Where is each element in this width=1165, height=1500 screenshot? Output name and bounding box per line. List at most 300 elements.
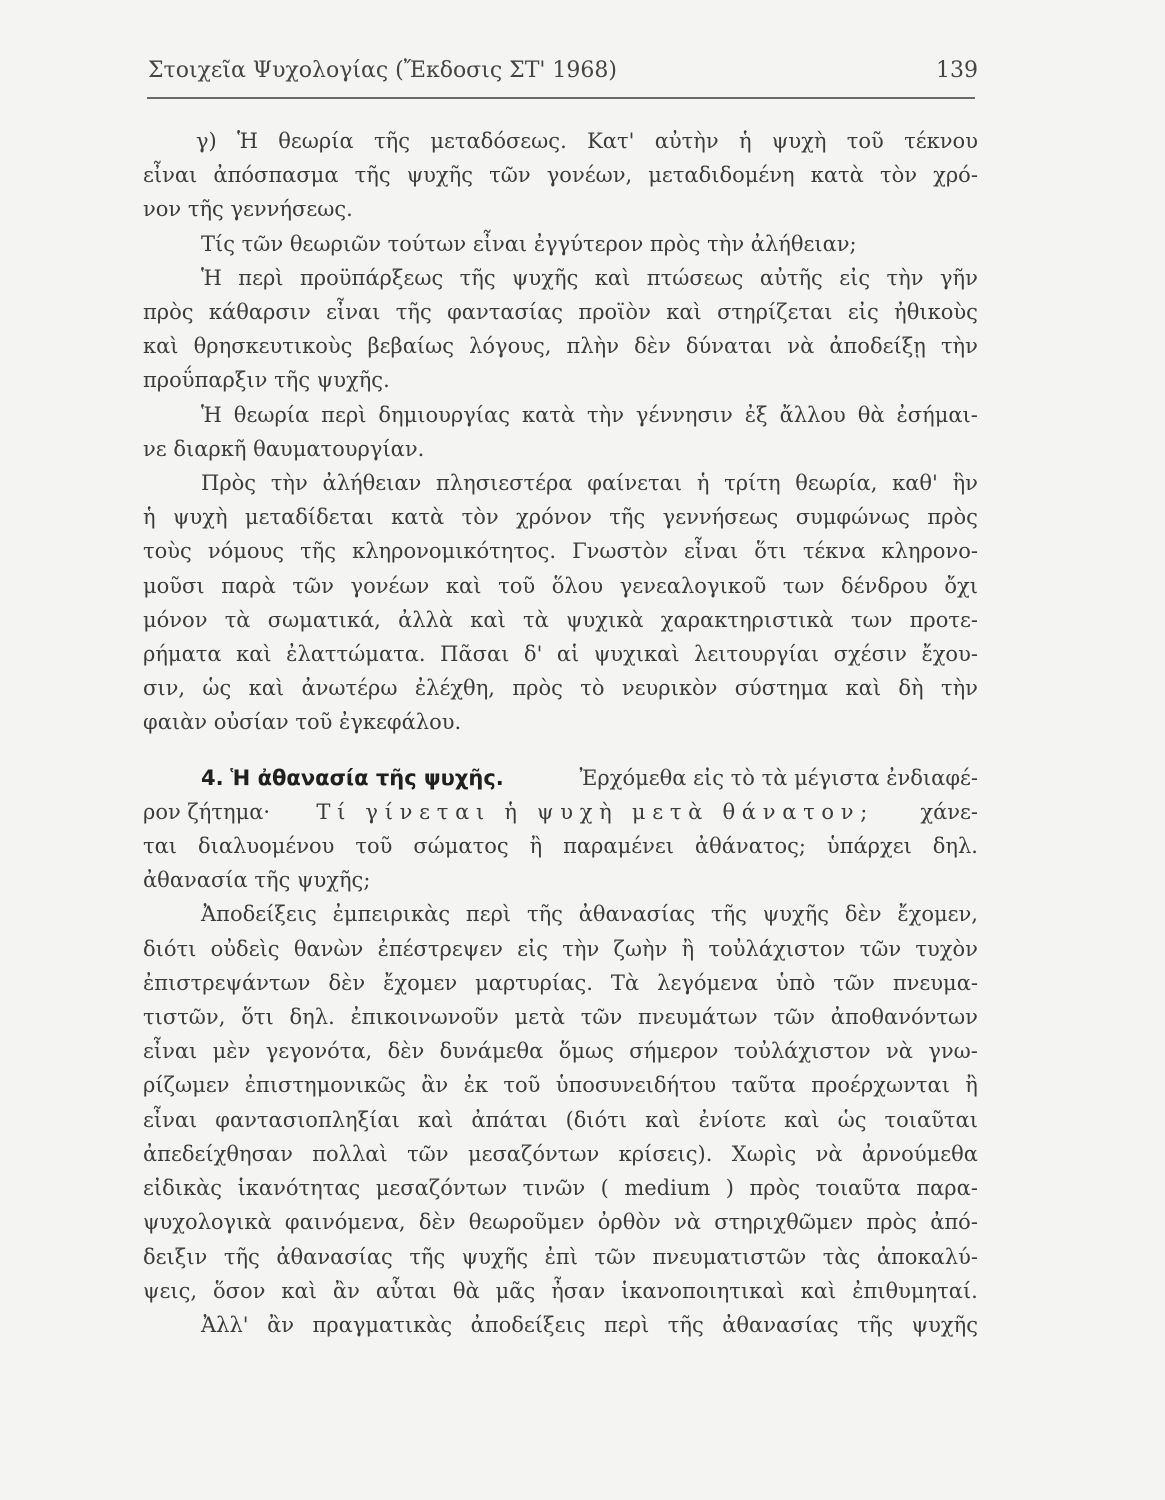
word: δὲν xyxy=(844,902,882,927)
word: γέννησιν xyxy=(635,402,733,427)
word: εἰδικὰς xyxy=(143,1176,223,1201)
word: ἐπιστρεψάντων xyxy=(143,970,311,995)
text-line xyxy=(143,500,978,534)
word: ἱκανότητας xyxy=(237,1176,361,1201)
word: παρὰ xyxy=(221,573,276,598)
word: ἣν xyxy=(952,471,978,496)
word: τὴν xyxy=(270,471,308,496)
word: οὐδεὶς xyxy=(210,936,280,961)
word: αὗται xyxy=(375,1278,437,1303)
section-line2-end: χάνε- xyxy=(920,799,978,824)
word: θεωρία, xyxy=(795,471,878,496)
text-line xyxy=(143,1000,978,1034)
word: μεσαζόντων xyxy=(467,1141,600,1166)
word: τῆς xyxy=(223,1244,260,1269)
word: κατὰ xyxy=(521,402,576,427)
word: ται xyxy=(143,834,178,859)
word: γνω- xyxy=(928,1039,978,1064)
word: εἶναι xyxy=(143,163,198,188)
word: πρὸς xyxy=(143,300,194,325)
word: τοῦ xyxy=(503,1073,541,1098)
word: λειτουργίαι xyxy=(694,642,820,667)
word: ἐπιστημονικῶς xyxy=(244,1073,406,1098)
word: ἀπόσπασμα xyxy=(213,163,339,188)
word: ἱκανοποιητικαὶ xyxy=(621,1278,785,1303)
page-number: 139 xyxy=(936,58,978,83)
text-line xyxy=(143,829,978,863)
word: μεταδιδομένη xyxy=(648,163,795,188)
word: τῆς xyxy=(409,1244,446,1269)
word: περὶ xyxy=(465,902,512,927)
word: τῆς xyxy=(609,505,646,530)
word: πλὴν xyxy=(566,334,619,359)
word: ἀθανασίας xyxy=(276,1244,393,1269)
word: νόμους xyxy=(207,539,285,564)
word: τὴν xyxy=(886,265,924,290)
word: περὶ xyxy=(321,402,367,427)
text-line xyxy=(143,1068,978,1102)
word: τὰς xyxy=(822,1244,861,1269)
word: ἐλέχθη, xyxy=(414,676,495,701)
word: νὰ xyxy=(674,1210,701,1235)
word: ρήματα xyxy=(143,642,222,667)
word: τῆς xyxy=(395,300,432,325)
word: ἀνωτέρω xyxy=(301,676,398,701)
word: κληρονομικότητος. xyxy=(352,539,557,564)
word: γεγονότα, xyxy=(265,1039,373,1064)
word: φαίνεται xyxy=(587,471,683,496)
word: ἀθανασίας xyxy=(722,1312,839,1337)
word: καὶ xyxy=(143,334,179,359)
word: τὴν xyxy=(940,676,978,701)
word: ψυχῆς xyxy=(406,163,474,188)
word: τὸ xyxy=(580,676,605,701)
word: πρὸς xyxy=(866,1210,917,1235)
word: Τὰ xyxy=(610,970,640,995)
word: Ἡ xyxy=(201,402,222,427)
word: τὰ xyxy=(224,607,251,632)
word: τοὐλάχιστον xyxy=(708,936,846,961)
word: φαντασιοπληξίαι xyxy=(215,1107,400,1132)
word: καὶ xyxy=(594,265,631,290)
word: ) xyxy=(725,1176,734,1201)
word: καθ' xyxy=(892,471,938,496)
word: περὶ xyxy=(238,265,284,290)
word: μετὰ xyxy=(514,1005,565,1030)
word: ἡ xyxy=(738,129,752,153)
word: ὡς xyxy=(202,676,232,701)
word: δ' xyxy=(523,642,543,667)
text-line xyxy=(143,534,978,568)
text-line xyxy=(143,637,978,671)
word: διαλυομένου xyxy=(197,834,335,859)
word: τοῦ xyxy=(355,834,393,859)
word: σωματικά, xyxy=(267,607,381,632)
word: θεωρία xyxy=(278,129,354,153)
text-line: προΰπαρξιν τῆς ψυχῆς. xyxy=(143,368,390,393)
word: λεγόμενα xyxy=(657,970,759,995)
word: ψεις, xyxy=(143,1278,198,1303)
word: ἄλλου xyxy=(779,402,846,427)
word: γεννήσεως xyxy=(662,505,779,530)
word: τινῶν xyxy=(522,1176,586,1201)
word: Πρὸς xyxy=(201,471,257,496)
word: ἀπεδείχθησαν xyxy=(143,1141,293,1166)
word: ἀλλὰ xyxy=(398,607,454,632)
word: σιν, xyxy=(143,676,186,701)
word: δειξιν xyxy=(143,1244,208,1269)
word: εἶναι xyxy=(143,1039,198,1064)
text-line xyxy=(143,569,978,603)
word: μεσαζόντων xyxy=(375,1176,508,1201)
word: αὐτῆς xyxy=(759,265,823,290)
word: γενεαλογικοῦ xyxy=(619,573,767,598)
word: δηλ. xyxy=(932,834,978,859)
word: τὴν xyxy=(587,402,624,427)
word: θρησκευτικοὺς xyxy=(193,334,353,359)
word: ὄχι xyxy=(944,573,978,598)
word: ἂν xyxy=(267,1312,295,1337)
word: τῶν xyxy=(594,1244,636,1269)
word: ἂν xyxy=(332,1278,360,1303)
word: εἶναι xyxy=(143,1107,198,1132)
text-line xyxy=(143,398,978,432)
word: προϊὸν xyxy=(578,300,651,325)
word: ὑπάρχει xyxy=(826,834,912,859)
word: τοιαῦται xyxy=(884,1107,978,1132)
word: ψυχικαὶ xyxy=(593,642,680,667)
word: ταῦτα xyxy=(731,1073,796,1098)
word: ἢ xyxy=(529,834,543,859)
word: τὰ xyxy=(523,607,549,632)
word: κληρονο- xyxy=(881,539,978,564)
text-line: νον τῆς γεννήσεως. xyxy=(143,197,353,222)
word: τὴν xyxy=(562,936,600,961)
word: τὸν xyxy=(879,163,917,188)
word: θεωροῦμεν xyxy=(468,1210,585,1235)
text-line xyxy=(143,932,978,966)
word: ψυχῆς xyxy=(512,265,579,290)
word: πολλαὶ xyxy=(312,1141,388,1166)
word: medium xyxy=(624,1176,711,1201)
word: μεταδόσεως. xyxy=(430,129,567,153)
text-line xyxy=(143,124,978,158)
word: ἂν xyxy=(421,1073,449,1098)
word: Κατ' xyxy=(587,129,635,153)
word: Ἀλλ' xyxy=(201,1312,249,1337)
word: ψυχὴ xyxy=(172,505,228,530)
word: ἐμπειρικὰς xyxy=(332,902,451,927)
word: στηριχθῶμεν xyxy=(714,1210,854,1235)
text-line xyxy=(143,329,978,363)
word: καὶ xyxy=(666,300,702,325)
word: τοὺς xyxy=(143,539,192,564)
word: δύναται xyxy=(685,334,773,359)
section-heading-line xyxy=(143,761,978,795)
word: δημιουργίας xyxy=(378,402,510,427)
word: ἠθικοὺς xyxy=(894,300,978,325)
text-line xyxy=(143,158,978,192)
word: των xyxy=(850,607,893,632)
word: πνευμάτων xyxy=(638,1005,758,1030)
text-line xyxy=(143,261,978,295)
word: ἐξ xyxy=(744,402,768,427)
text-line: Τίς τῶν θεωριῶν τούτων εἶναι ἐγγύτερον πρὸς τὴν ἀλήθειαν; xyxy=(201,231,857,256)
word: ἀποδείξεις xyxy=(470,1312,586,1337)
word: παρα- xyxy=(916,1176,978,1201)
word: μὲν xyxy=(212,1039,251,1064)
word: ζωὴν xyxy=(613,936,668,961)
word: τῶν xyxy=(580,1005,623,1030)
word: Γνωστὸν xyxy=(572,539,668,564)
word: πρὸς xyxy=(512,676,563,701)
text-line xyxy=(143,1103,978,1137)
text-line xyxy=(143,1137,978,1171)
word: ἢ xyxy=(965,1073,978,1098)
word: ἀρνούμεθα xyxy=(861,1141,978,1166)
word: ὅλου xyxy=(551,573,604,598)
word: δηλ. xyxy=(289,1005,335,1030)
word: θεωρία xyxy=(233,402,310,427)
word: κατὰ xyxy=(810,163,864,188)
word: δὴ xyxy=(898,676,924,701)
word: θανὼν xyxy=(293,936,364,961)
body-text xyxy=(143,124,978,1342)
word: ἀποκαλύ- xyxy=(876,1244,978,1269)
word: περὶ xyxy=(603,1312,650,1337)
text-line xyxy=(143,671,978,705)
text-line: νε διαρκῆ θαυματουργίαν. xyxy=(143,436,425,461)
word: τῆς xyxy=(354,163,391,188)
word: κρίσεις). xyxy=(618,1141,713,1166)
word: μᾶς xyxy=(495,1278,536,1303)
word: ψυχῆς xyxy=(762,902,830,927)
word: προέρχωνται xyxy=(811,1073,950,1098)
word: εἶναι xyxy=(683,539,739,564)
word: καὶ xyxy=(248,676,285,701)
word: νὰ xyxy=(886,1039,913,1064)
word: καὶ xyxy=(800,1278,837,1303)
word: εἰς xyxy=(517,936,548,961)
word: ψυχῆς xyxy=(911,1312,978,1337)
word: τῆς xyxy=(526,902,563,927)
word: τῶν xyxy=(833,970,875,995)
word: ὅτι xyxy=(754,539,787,564)
word: νευρικὸν xyxy=(621,676,718,701)
word: τυχὸν xyxy=(915,936,978,961)
word: προτε- xyxy=(909,607,978,632)
word: νὰ xyxy=(815,1141,843,1166)
book-title: Στοιχεῖα Ψυχολογίας (Ἔκδοσις ΣΤ' 1968) xyxy=(148,58,617,83)
word: αὐτὴν xyxy=(654,129,719,153)
word: τῆς xyxy=(374,129,411,153)
word: ἐνίοτε xyxy=(698,1107,767,1132)
word: ἐπιθυμηταί. xyxy=(852,1278,978,1303)
word: καὶ xyxy=(845,676,882,701)
word: τῆς xyxy=(300,539,337,564)
word: Ἡ xyxy=(201,265,222,290)
text-line xyxy=(143,795,978,829)
word: τῶν xyxy=(407,1141,449,1166)
word: Ἡ xyxy=(237,129,258,153)
word: ἀπό- xyxy=(930,1210,978,1235)
word: φαντασίας xyxy=(447,300,564,325)
word: ἔχομεν xyxy=(383,970,458,995)
word: ἔχου- xyxy=(921,642,978,667)
running-head xyxy=(148,58,978,83)
word: εἶναι xyxy=(326,300,381,325)
word: ψυχῆς xyxy=(461,1244,529,1269)
word: τέκνα xyxy=(802,539,866,564)
word: (διότι xyxy=(565,1107,628,1132)
word: τῆς xyxy=(710,902,747,927)
header-rule xyxy=(147,97,975,99)
word: ἀποδείξῃ xyxy=(829,334,926,359)
word: καὶ xyxy=(784,1107,820,1132)
word: τοιαῦτα xyxy=(815,1176,901,1201)
section-heading xyxy=(201,761,504,795)
word: λόγους, xyxy=(469,334,552,359)
section-line1-rest: Ἐρχόμεθα εἰς τὸ τὰ μέγιστα ἐνδιαφέ- xyxy=(579,765,978,790)
word: τῶν xyxy=(773,1005,815,1030)
text-line xyxy=(143,966,978,1000)
word: προϋπάρξεως xyxy=(299,265,444,290)
word: μοῦσι xyxy=(143,573,205,598)
word: ἀθανασίας xyxy=(578,902,696,927)
word: Χωρὶς xyxy=(731,1141,797,1166)
word: ἦσαν xyxy=(551,1278,606,1303)
word: ψυχὴ xyxy=(771,129,827,153)
word: δὲν xyxy=(328,970,366,995)
word: ὑποσυνειδήτου xyxy=(555,1073,717,1098)
word: ὡς xyxy=(837,1107,867,1132)
word: καὶ xyxy=(470,607,506,632)
word: μόνον xyxy=(143,607,208,632)
text-line xyxy=(143,1171,978,1205)
word: τῶν xyxy=(489,163,531,188)
word: γονέων, xyxy=(546,163,633,188)
word: πραγματικὰς xyxy=(312,1312,453,1337)
word: γῆν xyxy=(939,265,978,290)
word: καὶ xyxy=(281,1278,317,1303)
word: τὴν xyxy=(940,334,978,359)
word: τῆς xyxy=(667,1312,704,1337)
word: εἰς xyxy=(839,265,871,290)
word: ( xyxy=(600,1176,609,1201)
word: τοῦ xyxy=(498,573,536,598)
word: τοῦ xyxy=(846,129,884,153)
word: ἀλήθειαν xyxy=(322,471,422,496)
word: σώματος xyxy=(413,834,509,859)
word: τρίτη xyxy=(724,471,781,496)
word: θὰ xyxy=(857,402,885,427)
word: ἔχομεν, xyxy=(897,902,978,927)
word: χαρακτηριστικὰ xyxy=(660,607,834,632)
word: τὸν xyxy=(461,505,499,530)
word: τῶν xyxy=(859,936,902,961)
word: νὰ xyxy=(787,334,815,359)
word: καὶ xyxy=(445,573,482,598)
word: χρό- xyxy=(933,163,978,188)
text-line xyxy=(143,466,978,500)
word: μαρτυρίας. xyxy=(475,970,593,995)
word: Ἀποδείξεις xyxy=(201,902,317,927)
word: στηρίζεται xyxy=(717,300,833,325)
word: ὅσον xyxy=(213,1278,266,1303)
word: σήμερον xyxy=(629,1039,719,1064)
word: δυνάμεθα xyxy=(439,1039,544,1064)
word: πρὸς xyxy=(749,1176,801,1201)
word: κάθαρσιν xyxy=(208,300,311,325)
word: θὰ xyxy=(452,1278,480,1303)
text-line xyxy=(143,603,978,637)
word: ὅμως xyxy=(558,1039,614,1064)
word: εἰς xyxy=(847,300,879,325)
word: δὲν xyxy=(634,334,671,359)
word: των xyxy=(782,573,825,598)
word: συμφώνως xyxy=(795,505,910,530)
word: σχέσιν xyxy=(833,642,907,667)
text-line xyxy=(143,1240,978,1274)
paragraph-gap xyxy=(143,740,978,761)
word: δὲν xyxy=(387,1039,425,1064)
section-number: 4. xyxy=(201,765,224,790)
word: ἀθάνατος; xyxy=(694,834,806,859)
word: διότι xyxy=(143,936,197,961)
word: μεταδίδεται xyxy=(244,505,374,530)
section-title: Ἡ ἀθανασία τῆς ψυχῆς. xyxy=(230,765,504,790)
word: πλησιεστέρα xyxy=(436,471,573,496)
word: ἐπικοινωνοῦν xyxy=(350,1005,499,1030)
word: Πᾶσαι xyxy=(440,642,510,667)
word: βεβαίως xyxy=(367,334,454,359)
word: τοὐλάχιστον xyxy=(733,1039,871,1064)
word: ἀποθανόντων xyxy=(830,1005,978,1030)
word: ἀπάται xyxy=(471,1107,548,1132)
word: πρὸς xyxy=(927,505,978,530)
spaced-question: Τί γίνεται ἡ ψυχὴ μετὰ θάνατον; xyxy=(316,799,875,824)
word: ἐλαττώματα. xyxy=(286,642,426,667)
word: γονέων xyxy=(350,573,430,598)
word: ὑπὸ xyxy=(776,970,816,995)
word: φαινόμενα, xyxy=(284,1210,406,1235)
section-line2-start: ρον ζήτημα· xyxy=(143,799,271,824)
text-line xyxy=(143,1274,978,1308)
word: αἱ xyxy=(556,642,580,667)
word: δὲν xyxy=(418,1210,456,1235)
word: πνευμα- xyxy=(892,970,978,995)
text-line: φαιὰν οὐσίαν τοῦ ἐγκεφάλου. xyxy=(143,710,462,735)
word: τέκνου xyxy=(904,129,978,153)
text-line xyxy=(143,1205,978,1239)
word: δένδρου xyxy=(841,573,928,598)
text-line: ἀθανασία τῆς ψυχῆς; xyxy=(143,868,371,893)
text-line xyxy=(143,1308,978,1342)
text-line xyxy=(143,295,978,329)
word: τῆς xyxy=(459,265,496,290)
word: ἡ xyxy=(696,471,710,496)
word: ἐσήμαι- xyxy=(896,402,978,427)
word: ἐπὶ xyxy=(544,1244,578,1269)
word: ἐκ xyxy=(463,1073,488,1098)
word: πνευματιστῶν xyxy=(652,1244,807,1269)
word: ρίζωμεν xyxy=(143,1073,230,1098)
word: ψυχικὰ xyxy=(566,607,644,632)
word: καὶ xyxy=(236,642,272,667)
text-line xyxy=(143,897,978,931)
word: χρόνον xyxy=(516,505,592,530)
text-line xyxy=(143,1034,978,1068)
